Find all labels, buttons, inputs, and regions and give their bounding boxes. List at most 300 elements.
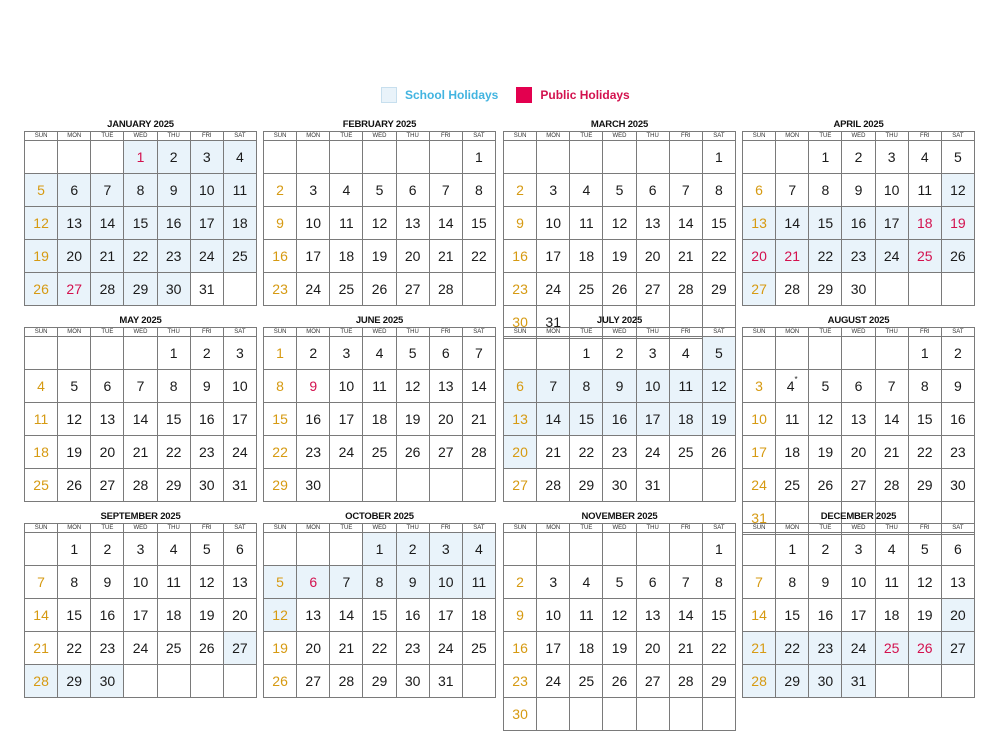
empty-cell <box>570 141 603 174</box>
day-cell: 25 <box>224 240 257 273</box>
day-cell: 27 <box>942 632 975 665</box>
week-row <box>504 174 736 207</box>
day-cell: 3 <box>637 337 670 370</box>
day-cell: 29 <box>158 469 191 502</box>
day-cell: 1 <box>776 533 809 566</box>
day-cell: 11 <box>330 207 363 240</box>
weekday-label: SUN <box>25 328 58 337</box>
day-cell: 16 <box>942 403 975 436</box>
day-cell: 26 <box>264 665 297 698</box>
weekday-label: SUN <box>504 132 537 141</box>
day-cell: 30 <box>603 469 636 502</box>
empty-cell <box>264 533 297 566</box>
day-cell: 19 <box>191 599 224 632</box>
day-cell: 10 <box>124 566 157 599</box>
month-may <box>24 315 257 502</box>
week-row <box>504 141 736 174</box>
day-cell: 27 <box>430 436 463 469</box>
week-row <box>264 403 496 436</box>
day-cell: 23 <box>158 240 191 273</box>
day-cell: 28 <box>91 273 124 306</box>
day-cell: 28 <box>876 469 909 502</box>
day-cell: 13 <box>224 566 257 599</box>
day-cell: 1 <box>124 141 157 174</box>
day-cell: 29 <box>776 665 809 698</box>
week-row <box>504 337 736 370</box>
day-cell: 3 <box>537 174 570 207</box>
weekday-label: SAT <box>942 328 975 337</box>
empty-cell <box>363 469 396 502</box>
week-row <box>743 240 975 273</box>
empty-cell <box>430 469 463 502</box>
day-cell: 17 <box>224 403 257 436</box>
day-cell: 3 <box>876 141 909 174</box>
day-cell: 18 <box>158 599 191 632</box>
day-cell: 9 <box>504 207 537 240</box>
weekday-label: MON <box>537 132 570 141</box>
day-cell: 2 <box>504 174 537 207</box>
day-cell: 24 <box>537 665 570 698</box>
weekday-label: SAT <box>703 328 736 337</box>
day-cell: 1 <box>158 337 191 370</box>
day-cell: 30 <box>158 273 191 306</box>
week-row <box>743 141 975 174</box>
day-cell: 29 <box>58 665 91 698</box>
weekday-label: FRI <box>430 328 463 337</box>
day-cell: 6 <box>842 370 875 403</box>
weekday-header <box>25 132 257 141</box>
day-cell: 14 <box>743 599 776 632</box>
day-cell: 17 <box>876 207 909 240</box>
day-cell: 7 <box>670 566 703 599</box>
day-cell: 1 <box>363 533 396 566</box>
weekday-label: THU <box>158 328 191 337</box>
day-cell: 22 <box>363 632 396 665</box>
day-cell: 12 <box>58 403 91 436</box>
day-cell: 26 <box>25 273 58 306</box>
empty-cell <box>58 141 91 174</box>
day-cell: 13 <box>504 403 537 436</box>
day-cell: 13 <box>297 599 330 632</box>
weekday-label: FRI <box>670 524 703 533</box>
weekday-label: MON <box>776 132 809 141</box>
empty-cell <box>670 141 703 174</box>
day-cell: 9 <box>504 599 537 632</box>
empty-cell <box>463 273 496 306</box>
day-cell: 6 <box>504 370 537 403</box>
day-cell: 10 <box>297 207 330 240</box>
day-cell: 25 <box>363 436 396 469</box>
day-cell: 11 <box>670 370 703 403</box>
day-cell: 16 <box>191 403 224 436</box>
weekday-label: MON <box>297 524 330 533</box>
day-cell: 19 <box>603 240 636 273</box>
day-cell: 4 <box>330 174 363 207</box>
day-cell: 17 <box>637 403 670 436</box>
weekday-label: WED <box>603 328 636 337</box>
day-cell: 22 <box>703 240 736 273</box>
day-cell: 1 <box>909 337 942 370</box>
day-cell: 12 <box>25 207 58 240</box>
day-cell: 1 <box>809 141 842 174</box>
day-cell: 23 <box>504 273 537 306</box>
day-cell: 12 <box>603 207 636 240</box>
day-cell: 21 <box>124 436 157 469</box>
weekday-label: SAT <box>224 132 257 141</box>
day-cell: 10 <box>537 599 570 632</box>
week-row <box>264 632 496 665</box>
week-row <box>264 599 496 632</box>
day-cell: 18 <box>876 599 909 632</box>
day-cell: 14 <box>430 207 463 240</box>
empty-cell <box>670 698 703 731</box>
day-cell: 9 <box>91 566 124 599</box>
week-row <box>504 632 736 665</box>
weekday-label: SUN <box>264 524 297 533</box>
day-cell: 17 <box>537 632 570 665</box>
day-cell: 20 <box>637 632 670 665</box>
day-cell: 23 <box>603 436 636 469</box>
empty-cell <box>504 533 537 566</box>
empty-cell <box>743 141 776 174</box>
day-cell: 12 <box>363 207 396 240</box>
weekday-label: TUE <box>809 132 842 141</box>
empty-cell <box>537 698 570 731</box>
weekday-label: TUE <box>330 524 363 533</box>
day-cell: 14 <box>124 403 157 436</box>
day-cell: 6 <box>58 174 91 207</box>
day-cell: 4 <box>876 533 909 566</box>
day-cell: 7 <box>430 174 463 207</box>
month-august <box>742 315 975 535</box>
day-cell: 3 <box>743 370 776 403</box>
day-cell: 27 <box>504 469 537 502</box>
day-cell: 25 <box>570 273 603 306</box>
day-cell: 9 <box>297 370 330 403</box>
weekday-label: WED <box>124 328 157 337</box>
day-cell: 18 <box>463 599 496 632</box>
day-cell: 16 <box>842 207 875 240</box>
day-cell: 16 <box>158 207 191 240</box>
weekday-header <box>264 328 496 337</box>
day-cell: 27 <box>224 632 257 665</box>
weekday-label: FRI <box>191 524 224 533</box>
day-cell: 7 <box>743 566 776 599</box>
day-cell: 11 <box>224 174 257 207</box>
weekday-label: SAT <box>463 524 496 533</box>
empty-cell <box>330 533 363 566</box>
weekday-label: WED <box>363 328 396 337</box>
day-cell: 21 <box>463 403 496 436</box>
week-row <box>264 566 496 599</box>
day-cell: 6 <box>637 566 670 599</box>
day-cell: 29 <box>124 273 157 306</box>
day-cell: 17 <box>191 207 224 240</box>
day-cell: 5 <box>191 533 224 566</box>
day-cell: 12 <box>942 174 975 207</box>
day-cell: 13 <box>58 207 91 240</box>
week-row <box>504 403 736 436</box>
day-cell: 21 <box>670 632 703 665</box>
weekday-label: SAT <box>942 132 975 141</box>
day-cell: 5 <box>603 174 636 207</box>
day-cell: 31 <box>430 665 463 698</box>
day-cell: 30 <box>809 665 842 698</box>
month-grid <box>742 131 975 306</box>
week-row <box>743 370 975 403</box>
weekday-label: SUN <box>743 524 776 533</box>
weekday-label: FRI <box>430 524 463 533</box>
empty-cell <box>158 665 191 698</box>
weekday-label: THU <box>397 328 430 337</box>
weekday-label: THU <box>876 328 909 337</box>
day-cell: 27 <box>91 469 124 502</box>
day-cell: 24 <box>224 436 257 469</box>
empty-cell <box>264 141 297 174</box>
week-row <box>264 174 496 207</box>
weekday-label: SAT <box>224 524 257 533</box>
weekday-label: WED <box>363 132 396 141</box>
weekday-label: FRI <box>909 524 942 533</box>
week-row <box>743 632 975 665</box>
day-cell: 16 <box>504 240 537 273</box>
day-cell: 10 <box>191 174 224 207</box>
weekday-label: SUN <box>504 524 537 533</box>
empty-cell <box>637 533 670 566</box>
month-grid <box>263 327 496 502</box>
weekday-label: MON <box>776 524 809 533</box>
day-cell: 28 <box>25 665 58 698</box>
day-cell: 12 <box>264 599 297 632</box>
week-row <box>25 665 257 698</box>
month-november <box>503 511 736 731</box>
weekday-label: MON <box>537 328 570 337</box>
day-cell: 9 <box>158 174 191 207</box>
month-title: NOVEMBER 2025 <box>581 511 658 522</box>
day-cell: 29 <box>809 273 842 306</box>
day-cell: 22 <box>158 436 191 469</box>
day-cell: 25 <box>330 273 363 306</box>
day-cell: 18 <box>25 436 58 469</box>
day-cell: 8 <box>809 174 842 207</box>
day-cell: 24 <box>743 469 776 502</box>
day-cell: 26 <box>603 273 636 306</box>
weekday-header <box>25 524 257 533</box>
weekday-label: WED <box>603 524 636 533</box>
empty-cell <box>91 141 124 174</box>
day-cell: 15 <box>703 207 736 240</box>
day-cell: 4 <box>25 370 58 403</box>
month-june <box>263 315 496 502</box>
day-cell: 6 <box>637 174 670 207</box>
week-row <box>25 273 257 306</box>
week-row <box>25 436 257 469</box>
day-cell: 18 <box>570 632 603 665</box>
day-cell: 15 <box>264 403 297 436</box>
day-cell: 22 <box>58 632 91 665</box>
weekday-label: TUE <box>330 328 363 337</box>
day-cell: 13 <box>842 403 875 436</box>
day-cell: 5 <box>603 566 636 599</box>
weekday-label: TUE <box>91 328 124 337</box>
day-cell: 10 <box>842 566 875 599</box>
day-cell: 31 <box>191 273 224 306</box>
weekday-header <box>743 328 975 337</box>
day-cell: 4 <box>363 337 396 370</box>
day-cell: 18 <box>330 240 363 273</box>
day-cell: 7 <box>876 370 909 403</box>
day-cell: 15 <box>58 599 91 632</box>
day-cell: 20 <box>430 403 463 436</box>
day-cell: 25 <box>876 632 909 665</box>
weekday-label: WED <box>363 524 396 533</box>
day-cell: 2 <box>842 141 875 174</box>
day-cell: 12 <box>703 370 736 403</box>
week-row <box>743 469 975 502</box>
day-cell: 21 <box>670 240 703 273</box>
empty-cell <box>570 533 603 566</box>
day-cell: 4 <box>463 533 496 566</box>
weekday-label: TUE <box>570 132 603 141</box>
day-cell: 7 <box>25 566 58 599</box>
day-cell: 17 <box>537 240 570 273</box>
month-february <box>263 119 496 306</box>
day-cell: 12 <box>191 566 224 599</box>
weekday-label: SAT <box>463 132 496 141</box>
day-cell: 18 <box>909 207 942 240</box>
day-cell: 18 <box>363 403 396 436</box>
week-row <box>25 370 257 403</box>
empty-cell <box>776 337 809 370</box>
empty-cell <box>124 665 157 698</box>
day-cell: 1 <box>570 337 603 370</box>
day-cell: 6 <box>942 533 975 566</box>
empty-cell <box>224 273 257 306</box>
day-cell: 27 <box>58 273 91 306</box>
day-cell: 5 <box>703 337 736 370</box>
day-cell: 2 <box>191 337 224 370</box>
day-cell: 2 <box>264 174 297 207</box>
month-grid <box>263 131 496 306</box>
day-cell: 5 <box>809 370 842 403</box>
day-cell: 22 <box>809 240 842 273</box>
weekday-label: FRI <box>191 132 224 141</box>
day-cell: 14 <box>25 599 58 632</box>
day-cell: 22 <box>570 436 603 469</box>
weekday-label: TUE <box>91 524 124 533</box>
day-cell: 4 <box>158 533 191 566</box>
day-cell: 31 <box>537 306 570 339</box>
day-cell: 10 <box>537 207 570 240</box>
weekday-label: MON <box>297 132 330 141</box>
day-cell: 20 <box>842 436 875 469</box>
day-cell: 19 <box>58 436 91 469</box>
day-cell: 7 <box>91 174 124 207</box>
day-cell: 18 <box>224 207 257 240</box>
week-row <box>743 533 975 566</box>
day-cell: 29 <box>703 665 736 698</box>
month-grid <box>503 327 736 502</box>
day-cell: 20 <box>942 599 975 632</box>
weekday-header <box>264 524 496 533</box>
empty-cell <box>603 141 636 174</box>
week-row <box>25 403 257 436</box>
empty-cell <box>297 533 330 566</box>
week-row <box>25 207 257 240</box>
day-cell: 14 <box>463 370 496 403</box>
day-cell: 23 <box>297 436 330 469</box>
empty-cell <box>909 665 942 698</box>
weekday-label: FRI <box>191 328 224 337</box>
day-cell: 3 <box>224 337 257 370</box>
day-cell: 28 <box>776 273 809 306</box>
day-cell: 4 <box>909 141 942 174</box>
day-cell: 25 <box>158 632 191 665</box>
week-row <box>264 370 496 403</box>
day-cell: 26 <box>397 436 430 469</box>
weekday-label: SAT <box>224 328 257 337</box>
weekday-label: WED <box>842 132 875 141</box>
weekday-label: TUE <box>570 524 603 533</box>
day-cell: 7 <box>670 174 703 207</box>
day-cell: 8 <box>570 370 603 403</box>
month-september <box>24 511 257 698</box>
day-cell: 11 <box>25 403 58 436</box>
weekday-header <box>743 132 975 141</box>
week-row <box>743 273 975 306</box>
day-cell: 9 <box>842 174 875 207</box>
day-cell: 24 <box>124 632 157 665</box>
day-cell: 12 <box>809 403 842 436</box>
day-cell: 2 <box>158 141 191 174</box>
weekday-label: SAT <box>703 524 736 533</box>
week-row <box>25 533 257 566</box>
week-row <box>504 370 736 403</box>
empty-cell <box>876 665 909 698</box>
day-cell: 17 <box>430 599 463 632</box>
day-cell: 25 <box>909 240 942 273</box>
month-grid <box>503 131 736 339</box>
weekday-label: THU <box>397 132 430 141</box>
day-cell: 7 <box>124 370 157 403</box>
month-december <box>742 511 975 698</box>
day-cell: 20 <box>224 599 257 632</box>
day-cell: 21 <box>776 240 809 273</box>
week-row <box>504 469 736 502</box>
day-cell: 11 <box>876 566 909 599</box>
day-cell: 26 <box>703 436 736 469</box>
weekday-label: WED <box>124 524 157 533</box>
month-grid <box>24 327 257 502</box>
weekday-label: MON <box>776 328 809 337</box>
day-cell: 30 <box>842 273 875 306</box>
month-title: DECEMBER 2025 <box>820 511 897 522</box>
day-cell: 15 <box>909 403 942 436</box>
day-cell: 3 <box>191 141 224 174</box>
day-cell: 8 <box>158 370 191 403</box>
empty-cell <box>397 141 430 174</box>
week-row <box>264 207 496 240</box>
day-cell: 7 <box>537 370 570 403</box>
day-cell: 22 <box>776 632 809 665</box>
day-cell: 23 <box>504 665 537 698</box>
day-cell: 15 <box>124 207 157 240</box>
month-grid <box>24 523 257 698</box>
day-cell: 24 <box>191 240 224 273</box>
day-cell: 11 <box>570 207 603 240</box>
empty-cell <box>463 665 496 698</box>
weekday-label: THU <box>158 132 191 141</box>
